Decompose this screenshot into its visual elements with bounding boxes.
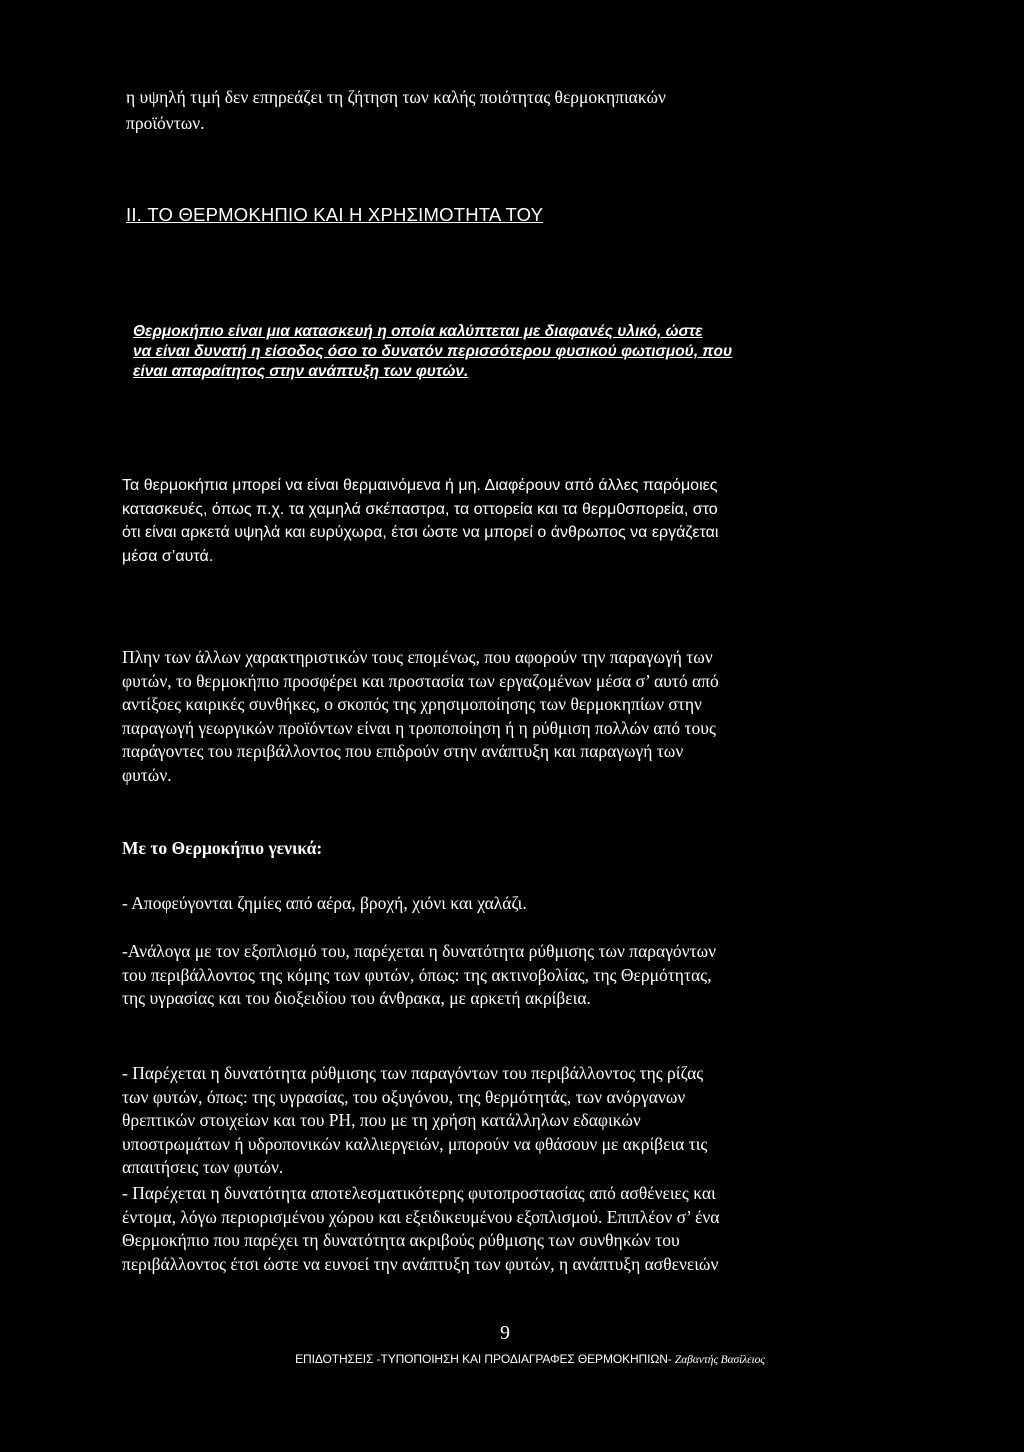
footer-author: Ζαβαντής Βασίλειος [674,1354,765,1366]
list-item: - Αποφεύγονται ζημίες από αέρα, βροχή, χιόνι και χαλάζι. [122,893,527,913]
section-heading: II. ΤΟ ΘΕΡΜΟΚΗΠΙΟ ΚΑΙ Η ΧΡΗΣΙΜΟΤΗΤΑ ΤΟΥ [126,204,544,225]
footer-title: ΕΠΙΔΟΤΗΣΕΙΣ -ΤΥΠΟΠΟΙΗΣΗ ΚΑΙ ΠΡΟΔΙΑΓΡΑΦΕΣ ΘΕΡΜΟΚΗΠΙΩΝ- [295,1352,675,1366]
page-number: 9 [500,1322,510,1344]
list-subheading: Με το Θερμοκήπιο γενικά: [122,838,323,858]
list-item: - Παρέχεται η δυνατότητα ρύθμισης των παραγόντων του περιβάλλοντος της ρίζας των φυτών, όπως: της υγρασίας, του οξυγόνου, της θερμότητάς, των ανόργανων θρεπτικών στοιχείων και του PH, που με τη χρήση κατάλληλων εδαφικών υποστρωμάτων ή υδροπονικών καλλιεργειών, μπορούν να φθάσουν με ακρίβεια τις απαιτήσεις των φυτών. [122,1063,708,1177]
paragraph-greenhouse-types: Τα θερμοκήπια μπορεί να είναι θερμαινόμενα ή μη. Διαφέρουν από άλλες παρόμοιες κατασκευές, όπως π.χ. τα χαμηλά σκέπαστρα, τα οττορεία και τα θερμ0σπορεία, στο ότι είναι αρκετά υψηλά και ευρύχωρα, έτσι ώστε να μπορεί ο άνθρωπος να εργάζεται μέσα σ’αυτά. [122,477,719,565]
intro-paragraph: η υψηλή τιμή δεν επηρεάζει τη ζήτηση των καλής ποιότητας θερμοκηπιακών προϊόντων. [126,87,666,133]
definition-paragraph: Θερμοκήπιο είναι μια κατασκευή η οποία καλύπτεται με διαφανές υλικό, ώστε να είναι δυνατή η είσοδος όσο το δυνατόν περισσότερου φυσικού φωτισμού, που είναι απαραίτητος στην ανάπτυξη των φυτών. [133,323,733,380]
page-footer [0,1352,1024,1366]
list-item: -Ανάλογα με τον εξοπλισμό του, παρέχεται η δυνατότητα ρύθμισης των παραγόντων του περιβάλλοντος της κόμης των φυτών, όπως: της ακτινοβολίας, της Θερμότητας, της υγρασίας και του διοξειδίου του άνθρακα, με αρκετή ακρίβεια. [122,941,717,1008]
list-item: - Παρέχεται η δυνατότητα αποτελεσματικότερης φυτοπροστασίας από ασθένειες και έντομα, λόγω περιορισμένου χώρου και εξειδικευμένου εξοπλισμού. Επιπλέον σ’ ένα Θερμοκήπιο που παρέχει τη δυνατότητα ακριβούς ρύθμισης των συνθηκών του περιβάλλοντος έτσι ώστε να ευνοεί την ανάπτυξη των φυτών, η ανάπτυξη ασθενειών [122,1183,720,1274]
paragraph-greenhouse-purpose: Πλην των άλλων χαρακτηριστικών τους επομένως, που αφορούν την παραγωγή των φυτών, το θερμοκήπιο προσφέρει και προστασία των εργαζομένων μέσα σ’ αυτό από αντίξοες καιρικές συνθήκες, ο σκοπός της χρησιμοποίησης των θερμοκηπίων στην παραγωγή γεωργικών προϊόντων είναι η τροποποίηση ή η ρύθμιση πολλών από τους παράγοντες του περιβάλλοντος που επιδρούν στην ανάπτυξη και παραγωγή των φυτών. [122,647,719,785]
